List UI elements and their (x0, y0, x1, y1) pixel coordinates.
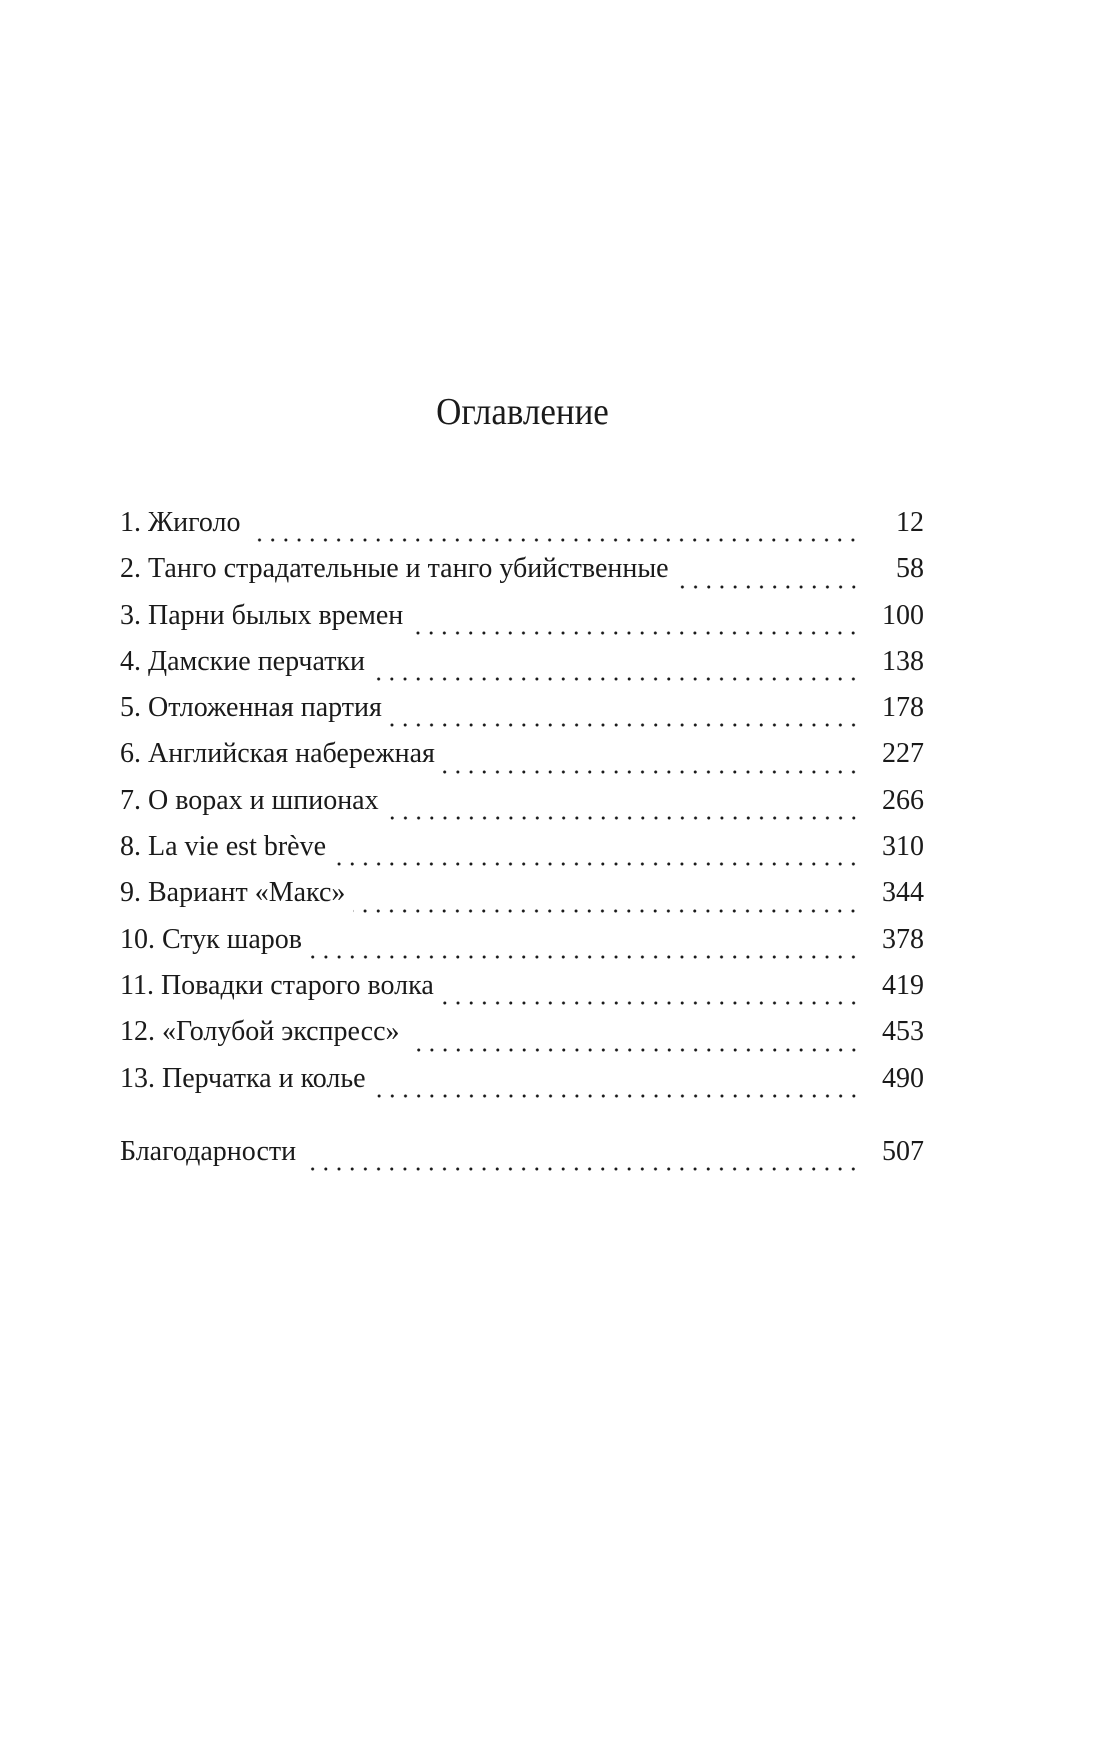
toc-entry-page: 378 (882, 923, 924, 955)
toc-entry-label: 9. Вариант «Макс» (120, 877, 346, 909)
toc-entry-label: 10. Стук шаров (120, 923, 302, 955)
toc-entry-label: 7. О ворах и шпионах (120, 784, 379, 816)
dot-leader (390, 717, 860, 727)
toc-entry (120, 922, 924, 968)
toc-entry-label: 1. Жиголо (120, 507, 241, 538)
toc-entry-label: 5. Отложенная партия (120, 692, 382, 724)
toc-entry-page: 12 (896, 507, 924, 538)
table-of-contents (120, 505, 924, 1180)
dot-leader (677, 579, 860, 589)
dot-leader (387, 810, 860, 820)
toc-entry-label: 13. Перчатка и колье (120, 1062, 366, 1094)
toc-entry-page: 453 (882, 1016, 924, 1048)
toc-entry (120, 1061, 924, 1107)
toc-entry-page: 266 (882, 784, 924, 816)
toc-entry-label: 11. Повадки старого волка (120, 969, 434, 1001)
dot-leader (304, 1161, 860, 1171)
toc-entry-label: 4. Дамские перчатки (120, 645, 366, 677)
toc-entry (120, 598, 924, 644)
dot-leader (334, 856, 860, 866)
toc-entry-page: 138 (882, 645, 924, 677)
toc-entry-page: 310 (882, 831, 924, 863)
dot-leader (442, 995, 860, 1005)
toc-entry-page: 58 (896, 553, 924, 585)
toc-entry (120, 968, 924, 1014)
toc-entry-page: 100 (882, 599, 924, 631)
dot-leader (373, 671, 860, 681)
toc-entry-page: 490 (882, 1062, 924, 1094)
toc-entry-page: 507 (882, 1135, 924, 1167)
dot-leader (310, 949, 860, 959)
toc-entry-page: 344 (882, 877, 924, 909)
toc-entry-page: 419 (882, 969, 924, 1001)
dot-leader (443, 764, 860, 774)
toc-entry-page: 178 (882, 692, 924, 724)
toc-entry-label: 6. Английская набережная (120, 738, 435, 770)
toc-entry (120, 875, 924, 921)
toc-entry (120, 1014, 924, 1060)
toc-entry-acknowledgements (120, 1134, 924, 1180)
toc-entry-page: 227 (882, 738, 924, 770)
dot-leader (248, 532, 860, 542)
toc-entry (120, 736, 924, 782)
dot-leader (408, 1042, 860, 1052)
toc-entry (120, 644, 924, 690)
toc-entry (120, 505, 924, 551)
dot-leader (374, 1088, 860, 1098)
dot-leader (411, 625, 860, 635)
page-title: Оглавление (436, 391, 609, 433)
toc-entry-label: 2. Танго страдательные и танго убийственные (120, 553, 669, 585)
toc-entry (120, 551, 924, 597)
dot-leader (353, 903, 860, 913)
toc-entry-label: Благодарности (120, 1135, 297, 1167)
toc-entry (120, 690, 924, 736)
toc-entry-label: 12. «Голубой экспресс» (120, 1016, 400, 1048)
toc-entry-label: 3. Парни былых времен (120, 599, 404, 631)
toc-entry (120, 783, 924, 829)
toc-entry-label: 8. La vie est brève (120, 831, 327, 863)
toc-entry (120, 829, 924, 875)
